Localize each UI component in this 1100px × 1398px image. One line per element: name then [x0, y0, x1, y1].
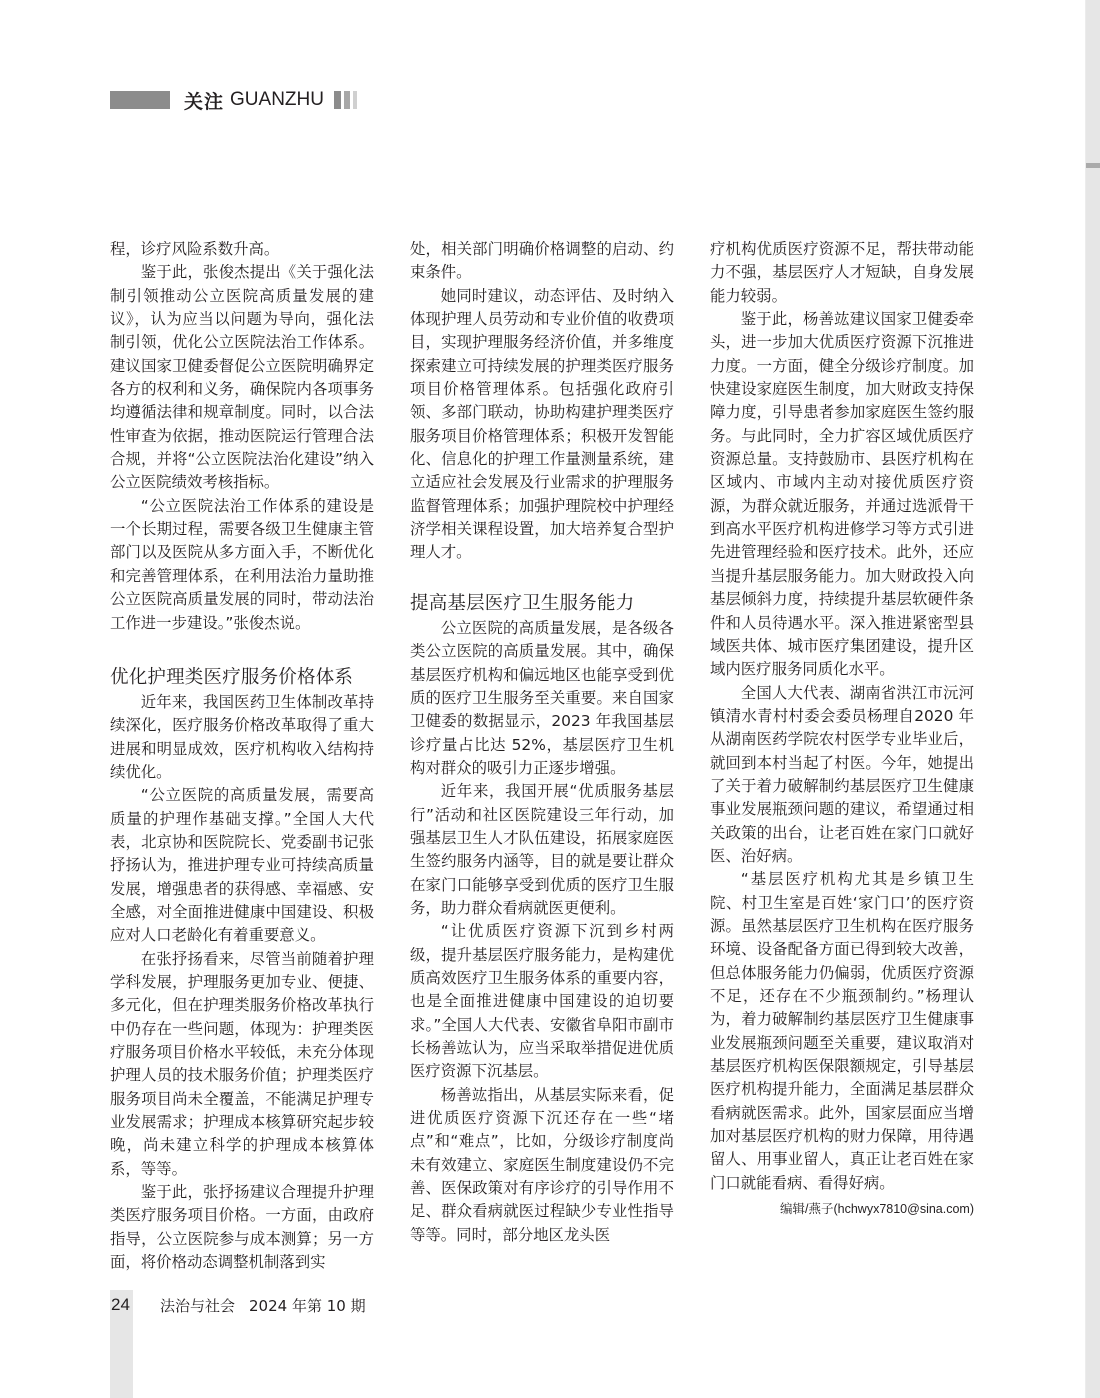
paragraph: 公立医院的高质量发展，是各级各类公立医院的高质量发展。其中，确保基层医疗机构和偏远地区也能享受到优质的医疗卫生服务至关重要。来自国家卫健委的数据显示，2023 年我国基层诊疗量占比达 52%，基层医疗卫生机构对群众的吸引力正逐步增强。 [410, 618, 674, 777]
section-title-cn: 关注 [184, 90, 225, 113]
section-header [110, 87, 360, 113]
page-edge-marker [1086, 163, 1100, 168]
paragraph: 杨善竑指出，从基层实际来看，促进优质医疗资源下沉还存在一些“堵点”和“难点”，比如，分级诊疗制度尚未有效建立、家庭医生制度建设仍不完善、医保政策对有序诊疗的引导作用不足、群众看病就医过程缺少专业性指导等等。同时，部分地区龙头医 [410, 1085, 674, 1244]
header-stripes-decoration [334, 91, 360, 109]
paragraph: 鉴于此，张俊杰提出《关于强化法制引领推动公立医院高质量发展的建议》，认为应当以问题为导向，强化法制引领，优化公立医院法治工作体系。建议国家卫健委督促公立医院明确界定各方的权利和义务，确保院内各项事务均遵循法律和规章制度。同时，以合法性审查为依据，推动医院运行管理合法合规，并将“公立医院法治化建设”纳入公立医院绩效考核指标。 [110, 263, 374, 492]
paragraph: 她同时建议，动态评估、及时纳入体现护理人员劳动和专业价值的收费项目，实现护理服务经济价值，并多维度探索建立可持续发展的护理类医疗服务项目价格管理体系。包括强化政府引领、多部门联动，协助构建护理类医疗服务项目价格管理体系；积极开发智能化、信息化的护理工作量测量系统，建立适应社会发展及行业需求的护理服务监督管理体系；加强护理院校中护理经济学相关课程设置，加大培养复合型护理人才。 [410, 286, 674, 562]
page-edge-band [1085, 0, 1100, 1398]
page-number: 24 [111, 1295, 130, 1314]
section-title-en: GUANZHU [230, 89, 324, 110]
paragraph: 全国人大代表、湖南省洪江市沅河镇清水青村村委会委员杨理自2020 年从湖南医药学院农村医学专业毕业后，就回到本村当起了村医。今年，她提出了关于着力破解制约基层医疗卫生健康事业发展瓶颈问题的建议，希望通过相关政策的出台，让老百姓在家门口就好医、治好病。 [710, 683, 974, 865]
paragraph: 近年来，我国医药卫生体制改革持续深化，医疗服务价格改革取得了重大进展和明显成效，医疗机构收入结构持续优化。 [110, 692, 374, 781]
paragraph: “让优质医疗资源下沉到乡村两级，提升基层医疗服务能力，是构建优质高效医疗卫生服务体系的重要内容，也是全面推进健康中国建设的迫切要求。”全国人大代表、安徽省阜阳市副市长杨善竑认为，应当采取举措促进优质医疗资源下沉基层。 [410, 922, 674, 1081]
magazine-info [160, 1295, 366, 1316]
paragraph: 在张抒扬看来，尽管当前随着护理学科发展，护理服务更加专业、便捷、多元化，但在护理类服务价格改革执行中仍存在一些问题，体现为：护理类医疗服务项目价格水平较低，未充分体现护理人员的技术服务价值；护理类医疗服务项目尚未全覆盖，不能满足护理专业发展需求；护理成本核算研究起步较晚，尚未建立科学的护理成本核算体系，等等。 [110, 949, 374, 1178]
paragraph: 近年来，我国开展“优质服务基层行”活动和社区医院建设三年行动，加强基层卫生人才队伍建设，拓展家庭医生签约服务内涵等，目的就是要让群众在家门口能够享受到优质的医疗卫生服务，助力群众看病就医更便利。 [410, 782, 674, 917]
paragraph: “公立医院的高质量发展，需要高质量的护理作基础支撑。”全国人大代表，北京协和医院院长、党委副书记张抒扬认为，推进护理专业可持续高质量发展，增强患者的获得感、幸福感、安全感，对全面推进健康中国建设、积极应对人口老龄化有着重要意义。 [110, 786, 374, 945]
magazine-title: 法治与社会 [160, 1297, 236, 1315]
article-column-2 [410, 238, 674, 1247]
section-heading: 提高基层医疗卫生服务能力 [410, 592, 635, 614]
paragraph: 程，诊疗风险系数升高。 [110, 240, 280, 258]
header-bar-decoration [110, 91, 170, 109]
section-heading: 优化护理类医疗服务价格体系 [110, 666, 354, 688]
paragraph: “基层医疗机构尤其是乡镇卫生院、村卫生室是百姓‘家门口’的医疗资源。虽然基层医疗卫生机构在医疗服务环境、设备配备方面已得到较大改善，但总体服务能力仍偏弱，优质医疗资源不足，还存在不少瓶颈制约。”杨理认为，着力破解制约基层医疗卫生健康事业发展瓶颈问题至关重要，建议取消对基层医疗机构医保限额规定，引导基层医疗机构提升能力，全面满足基层群众看病就医需求。此外，国家层面应当增加对基层医疗机构的财力保障，用待遇留人、用事业留人，真正让老百姓在家门口就能看病、看得好病。 [710, 870, 974, 1192]
article-column-3 [710, 238, 974, 1219]
article-column-1 [110, 238, 374, 1274]
paragraph: “公立医院法治工作体系的建设是一个长期过程，需要各级卫生健康主管部门以及医院从多方面入手，不断优化和完善管理体系，在利用法治力量助推公立医院高质量发展的同时，带动法治工作进一步建设。”张俊杰说。 [110, 496, 374, 632]
paragraph: 鉴于此，杨善竑建议国家卫健委牵头，进一步加大优质医疗资源下沉推进力度。一方面，健全分级诊疗制度。加快建设家庭医生制度，加大财政支持保障力度，引导患者参加家庭医生签约服务。与此同时，全力扩容区域优质医疗资源总量。支持鼓励市、县医疗机构在区域内、市域内主动对接优质医疗资源，为群众就近服务，并通过选派骨干到高水平医疗机构进修学习等方式引进先进管理经验和医疗技术。此外，还应当提升基层服务能力。加大财政投入向基层倾斜力度，持续提升基层软硬件条件和人员待遇水平。深入推进紧密型县域医共体、城市医疗集团建设，提升区域内医疗服务同质化水平。 [710, 310, 974, 679]
paragraph: 处，相关部门明确价格调整的启动、约束条件。 [410, 240, 674, 282]
editor-credit: 编辑/燕子(hchwyx7810@sina.com) [780, 1202, 974, 1217]
paragraph: 鉴于此，张抒扬建议合理提升护理类医疗服务项目价格。一方面，由政府指导，公立医院参与成本测算；另一方面，将价格动态调整机制落到实 [110, 1183, 374, 1272]
paragraph: 疗机构优质医疗资源不足，帮扶带动能力不强，基层医疗人才短缺，自身发展能力较弱。 [710, 240, 974, 305]
issue-number: 2024 年第 10 期 [249, 1297, 366, 1315]
